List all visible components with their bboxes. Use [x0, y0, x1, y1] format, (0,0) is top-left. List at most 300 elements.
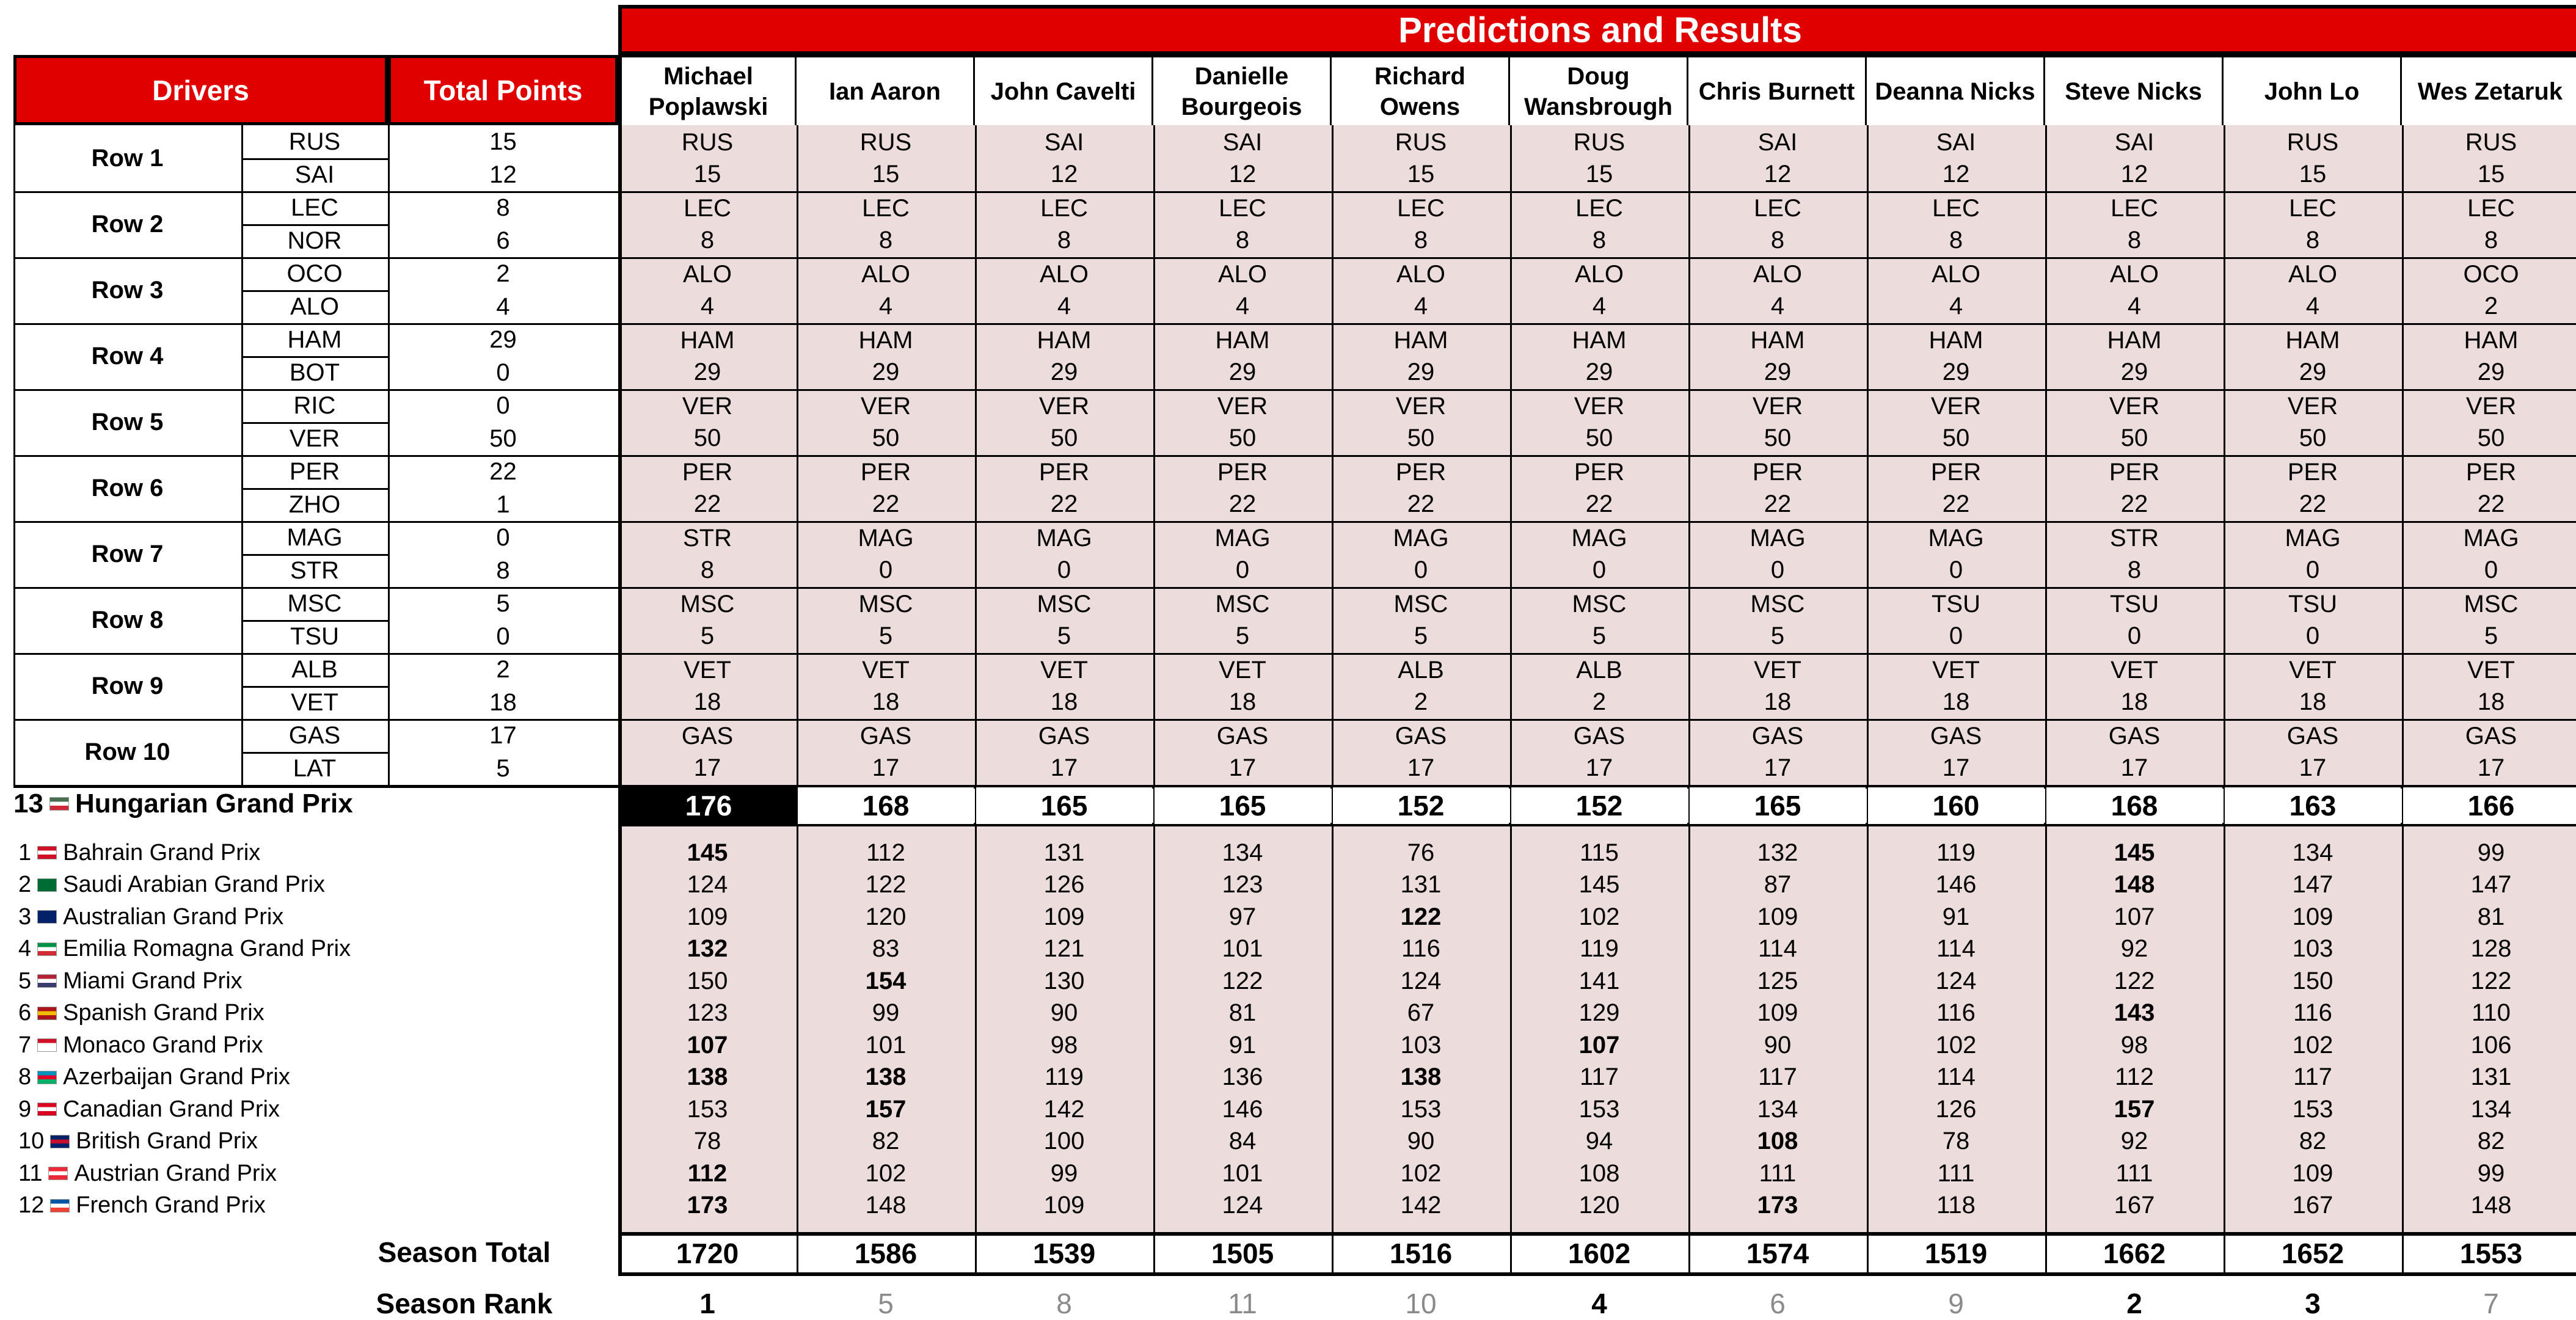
total-points-header: Total Points — [388, 55, 618, 125]
pick-points: 8 — [700, 556, 715, 583]
race-score: 107 — [687, 1031, 728, 1059]
player-header: John Lo — [2224, 55, 2402, 125]
race-score: 101 — [865, 1031, 907, 1059]
table-gridline — [13, 125, 15, 785]
driver-code: GAS — [288, 721, 341, 749]
row-mid-divider — [241, 686, 388, 688]
race-number: 2 — [18, 872, 32, 898]
player-header: Chris Burnett — [1688, 55, 1867, 125]
race-score: 82 — [2477, 1128, 2505, 1155]
row-label: Row 2 — [91, 210, 164, 238]
driver-points: 2 — [496, 655, 510, 683]
pick-driver: RUS — [1395, 128, 1447, 156]
pick-points: 50 — [2299, 424, 2327, 451]
race-score: 117 — [2293, 1063, 2332, 1091]
pick-driver: VET — [2467, 656, 2515, 684]
season-total-value: 1505 — [1211, 1238, 1274, 1269]
pick-driver: HAM — [2285, 326, 2340, 354]
driver-points: 2 — [496, 260, 510, 287]
pick-driver: VET — [2111, 656, 2158, 684]
pick-driver: LEC — [1219, 194, 1266, 222]
pick-driver: STR — [683, 524, 732, 552]
race-score: 109 — [687, 903, 728, 930]
flag-icon — [37, 910, 57, 924]
race-score: 76 — [1407, 839, 1435, 866]
race-score: 130 — [1043, 967, 1085, 994]
pick-driver: GAS — [1573, 722, 1626, 749]
race-score: 157 — [865, 1095, 907, 1123]
pick-points: 50 — [1585, 424, 1613, 451]
pick-points: 8 — [2305, 226, 2320, 253]
race-number: 4 — [18, 936, 32, 962]
pick-driver: LEC — [1397, 194, 1445, 222]
pick-driver: HAM — [680, 326, 735, 354]
pick-points: 8 — [1949, 226, 1963, 253]
race-score: 118 — [1936, 1192, 1976, 1219]
race-score: 98 — [2120, 1031, 2148, 1059]
pick-driver: LEC — [862, 194, 910, 222]
race-score: 153 — [1400, 1095, 1442, 1123]
pick-driver: VER — [2465, 392, 2517, 420]
race-score: 122 — [2114, 967, 2155, 994]
race-score: 122 — [1222, 967, 1263, 994]
pick-points: 50 — [1407, 424, 1435, 451]
pick-driver: VER — [1038, 392, 1090, 420]
race-score: 157 — [2114, 1095, 2155, 1123]
pick-points: 15 — [1407, 160, 1435, 188]
race-score: 124 — [1400, 967, 1442, 994]
pick-points: 29 — [872, 358, 900, 385]
race-number: 7 — [18, 1032, 32, 1058]
pick-driver: ALO — [861, 260, 911, 288]
driver-points: 8 — [496, 556, 510, 584]
pick-points: 4 — [878, 292, 893, 319]
race-score: 124 — [687, 871, 728, 899]
race-score: 121 — [1043, 935, 1085, 963]
current-race-score: 152 — [1333, 787, 1509, 824]
race-score: 92 — [2120, 935, 2148, 963]
race-score: 150 — [687, 967, 728, 994]
race-score: 100 — [1043, 1128, 1085, 1155]
driver-points: 8 — [496, 194, 510, 221]
race-label — [13, 1158, 277, 1190]
pick-points: 5 — [878, 622, 893, 649]
race-score: 147 — [2292, 871, 2333, 899]
pick-driver: SAI — [1222, 128, 1263, 156]
race-label — [13, 837, 260, 869]
race-name: Bahrain Grand Prix — [63, 839, 261, 866]
pick-points: 4 — [1235, 292, 1250, 319]
pick-driver: GAS — [1216, 722, 1269, 749]
pick-points: 4 — [1414, 292, 1428, 319]
race-score: 108 — [1757, 1128, 1798, 1155]
pick-points: 22 — [2299, 490, 2327, 517]
pick-driver: GAS — [1930, 722, 1982, 749]
driver-points: 0 — [496, 359, 510, 386]
pick-points: 50 — [1764, 424, 1792, 451]
row-label: Row 1 — [91, 144, 164, 172]
pick-driver: TSU — [1932, 590, 1980, 618]
pick-points: 22 — [1050, 490, 1078, 517]
race-score: 131 — [1400, 871, 1442, 899]
season-total-value: 1574 — [1746, 1238, 1809, 1269]
pick-driver: PER — [2109, 458, 2160, 486]
race-score: 102 — [2292, 1031, 2333, 1059]
pick-driver: MAG — [1214, 524, 1271, 552]
race-score: 146 — [1935, 871, 1977, 899]
pick-driver: ALO — [1396, 260, 1446, 288]
pick-driver: PER — [1930, 458, 1982, 486]
pick-driver: VET — [1219, 656, 1266, 684]
race-score: 126 — [1935, 1095, 1977, 1123]
pick-driver: ALB — [1576, 656, 1622, 684]
pick-driver: GAS — [1395, 722, 1447, 749]
driver-code: TSU — [290, 622, 339, 650]
season-total-label: Season Total — [378, 1236, 551, 1268]
driver-points: 22 — [489, 458, 517, 485]
race-score: 138 — [865, 1063, 907, 1091]
flag-icon — [37, 1038, 57, 1052]
row-mid-divider — [241, 752, 388, 754]
pick-points: 29 — [2120, 358, 2148, 385]
pick-driver: HAM — [858, 326, 913, 354]
race-score: 125 — [1757, 967, 1798, 994]
current-race-score: 166 — [2403, 787, 2576, 824]
race-score: 124 — [1935, 967, 1977, 994]
pick-points: 8 — [2484, 226, 2498, 253]
pick-driver: RUS — [681, 128, 734, 156]
row-label: Row 6 — [91, 474, 164, 501]
pick-driver: MSC — [858, 590, 913, 618]
race-score: 134 — [1222, 839, 1263, 866]
race-score: 131 — [1043, 839, 1085, 866]
pick-driver: PER — [1574, 458, 1625, 486]
driver-code: NOR — [287, 227, 342, 254]
season-rank-value: 10 — [1405, 1288, 1437, 1319]
driver-code: MAG — [286, 523, 343, 551]
race-score: 145 — [687, 839, 728, 866]
pick-points: 0 — [1949, 556, 1963, 583]
pick-driver: PER — [682, 458, 733, 486]
driver-code: RIC — [293, 392, 336, 419]
race-label — [13, 1126, 258, 1158]
pick-points: 15 — [2299, 160, 2327, 188]
race-score: 134 — [2470, 1095, 2512, 1123]
race-name: Australian Grand Prix — [63, 903, 284, 930]
player-header: John Cavelti — [975, 55, 1153, 125]
player-header: Wes Zetaruk — [2402, 55, 2576, 125]
race-score: 92 — [2120, 1128, 2148, 1155]
pick-driver: TSU — [2288, 590, 2337, 618]
driver-code: RUS — [288, 128, 341, 155]
season-rank-value: 11 — [1228, 1288, 1257, 1319]
pick-points: 17 — [2477, 754, 2505, 781]
race-score: 119 — [1936, 839, 1976, 866]
season-rank-label: Season Rank — [376, 1288, 553, 1319]
pick-points: 29 — [1585, 358, 1613, 385]
season-total-value: 1652 — [2281, 1238, 2344, 1269]
pick-points: 0 — [878, 556, 893, 583]
driver-points: 6 — [496, 227, 510, 254]
race-score: 90 — [1407, 1128, 1435, 1155]
season-total-value: 1516 — [1389, 1238, 1453, 1269]
race-score: 119 — [1580, 935, 1619, 963]
player-header: Ian Aaron — [797, 55, 975, 125]
pick-driver: LEC — [1575, 194, 1623, 222]
pick-points: 4 — [1949, 292, 1963, 319]
page-title: Predictions and Results — [618, 5, 2576, 55]
pick-points: 18 — [872, 688, 900, 715]
flag-icon — [37, 974, 57, 988]
pick-driver: LEC — [2289, 194, 2337, 222]
flag-icon — [37, 1103, 57, 1116]
race-score: 102 — [1400, 1159, 1442, 1187]
pick-driver: STR — [2110, 524, 2159, 552]
race-label — [13, 1190, 266, 1222]
pick-points: 8 — [2127, 226, 2142, 253]
season-rank-value: 4 — [1591, 1288, 1607, 1319]
race-name: Miami Grand Prix — [63, 968, 243, 994]
pick-points: 29 — [1228, 358, 1257, 385]
pick-driver: MSC — [1750, 590, 1805, 618]
current-race-score: 152 — [1511, 787, 1687, 824]
season-total-value: 1519 — [1924, 1238, 1988, 1269]
pick-points: 5 — [1770, 622, 1785, 649]
pick-driver: GAS — [2286, 722, 2339, 749]
pick-points: 18 — [1942, 688, 1970, 715]
pick-driver: ALO — [1217, 260, 1268, 288]
pick-points: 17 — [1585, 754, 1613, 781]
pick-driver: VET — [1754, 656, 1801, 684]
race-score: 117 — [1580, 1063, 1619, 1091]
pick-driver: ALB — [1398, 656, 1444, 684]
pick-driver: MAG — [1750, 524, 1806, 552]
pick-points: 0 — [1592, 556, 1607, 583]
row-mid-divider — [241, 158, 388, 160]
drivers-header: Drivers — [13, 55, 388, 125]
race-number: 9 — [18, 1096, 32, 1122]
pick-driver: VER — [1752, 392, 1803, 420]
pick-driver: HAM — [2464, 326, 2519, 354]
race-score: 173 — [1757, 1192, 1798, 1219]
player-header: Steve Nicks — [2045, 55, 2224, 125]
pick-points: 12 — [2120, 160, 2148, 188]
pick-driver: VER — [1395, 392, 1447, 420]
pick-driver: PER — [1217, 458, 1268, 486]
driver-code: ALO — [290, 293, 340, 320]
flag-icon — [49, 797, 69, 811]
race-score: 109 — [1043, 1192, 1085, 1219]
race-number: 11 — [18, 1160, 43, 1186]
race-score: 99 — [2477, 839, 2505, 866]
pick-points: 18 — [1050, 688, 1078, 715]
season-rank-value: 3 — [2305, 1288, 2321, 1319]
driver-code: BOT — [289, 359, 340, 386]
race-score: 114 — [1936, 935, 1976, 963]
driver-points: 5 — [496, 589, 510, 617]
pick-points: 50 — [1942, 424, 1970, 451]
driver-code: VER — [289, 425, 340, 452]
current-race-score: 165 — [976, 787, 1152, 824]
pick-points: 17 — [1942, 754, 1970, 781]
race-score: 116 — [1936, 999, 1976, 1027]
row-mid-divider — [241, 290, 388, 292]
flag-icon — [37, 1071, 57, 1084]
flag-icon — [48, 1167, 68, 1180]
driver-points: 17 — [489, 721, 517, 749]
driver-points: 4 — [496, 293, 510, 320]
pick-points: 17 — [1407, 754, 1435, 781]
pick-points: 50 — [872, 424, 900, 451]
race-score: 109 — [1043, 903, 1085, 930]
pick-driver: HAM — [1215, 326, 1270, 354]
race-score: 134 — [2292, 839, 2333, 866]
race-name: Canadian Grand Prix — [63, 1096, 280, 1122]
flag-icon — [37, 1007, 57, 1020]
pick-driver: VER — [1930, 392, 1982, 420]
race-number: 13 — [13, 789, 43, 819]
race-score: 98 — [1050, 1031, 1078, 1059]
pick-driver: MSC — [1037, 590, 1092, 618]
race-score: 141 — [1578, 967, 1620, 994]
pick-points: 0 — [1235, 556, 1250, 583]
pick-points: 12 — [1942, 160, 1970, 188]
pick-driver: MAG — [1036, 524, 1092, 552]
race-score: 146 — [1222, 1095, 1263, 1123]
race-score: 99 — [2477, 1159, 2505, 1187]
race-name: French Grand Prix — [76, 1192, 266, 1219]
driver-code: MSC — [287, 589, 342, 617]
race-score: 131 — [2470, 1063, 2512, 1091]
race-label — [13, 997, 265, 1030]
pick-points: 29 — [693, 358, 721, 385]
pick-points: 4 — [2127, 292, 2142, 319]
race-score: 109 — [1757, 999, 1798, 1027]
driver-points: 5 — [496, 754, 510, 782]
driver-points: 0 — [496, 622, 510, 650]
season-total-value: 1586 — [854, 1238, 918, 1269]
race-score: 101 — [1222, 935, 1263, 963]
pick-points: 4 — [1057, 292, 1071, 319]
season-total-value: 1602 — [1567, 1238, 1631, 1269]
pick-driver: MSC — [2464, 590, 2519, 618]
row-mid-divider — [241, 488, 388, 490]
race-score: 114 — [1936, 1063, 1976, 1091]
race-score: 102 — [1935, 1031, 1977, 1059]
driver-code: OCO — [286, 260, 343, 287]
pick-driver: VET — [1040, 656, 1088, 684]
row-label: Row 10 — [84, 738, 170, 765]
race-score: 110 — [2472, 999, 2511, 1027]
current-race-label — [13, 785, 353, 823]
race-label — [13, 965, 243, 997]
pick-driver: HAM — [1037, 326, 1092, 354]
race-score: 81 — [1228, 999, 1257, 1027]
season-rank-value: 5 — [878, 1288, 894, 1319]
row-label: Row 3 — [91, 276, 164, 304]
pick-points: 50 — [693, 424, 721, 451]
row-mid-divider — [241, 554, 388, 556]
race-score: 136 — [1222, 1063, 1263, 1091]
pick-points: 0 — [2305, 622, 2320, 649]
season-total-value: 1539 — [1032, 1238, 1096, 1269]
pick-driver: GAS — [1751, 722, 1804, 749]
race-number: 8 — [18, 1064, 32, 1090]
race-score: 116 — [1401, 935, 1440, 963]
race-score: 82 — [2299, 1128, 2327, 1155]
pick-points: 5 — [1414, 622, 1428, 649]
pick-driver: MAG — [1393, 524, 1449, 552]
race-score: 94 — [1585, 1128, 1613, 1155]
race-label — [13, 1062, 290, 1094]
pick-points: 0 — [1949, 622, 1963, 649]
pick-points: 18 — [2477, 688, 2505, 715]
current-race-score: 165 — [1155, 787, 1330, 824]
race-score: 145 — [1578, 871, 1620, 899]
race-score: 103 — [1400, 1031, 1442, 1059]
pick-points: 22 — [693, 490, 721, 517]
pick-driver: MAG — [1928, 524, 1984, 552]
pick-driver: VER — [860, 392, 911, 420]
row-label: Row 8 — [91, 606, 164, 633]
race-score: 123 — [1222, 871, 1263, 899]
pick-driver: MSC — [680, 590, 735, 618]
pick-points: 5 — [2484, 622, 2498, 649]
pick-points: 5 — [1592, 622, 1607, 649]
pick-driver: ALO — [682, 260, 732, 288]
pick-points: 8 — [1414, 226, 1428, 253]
driver-code: STR — [290, 556, 339, 584]
pick-driver: OCO — [2463, 260, 2519, 288]
pick-points: 12 — [1050, 160, 1078, 188]
pick-driver: ALO — [1753, 260, 1803, 288]
pick-driver: PER — [1752, 458, 1803, 486]
flag-icon — [50, 1135, 70, 1148]
pick-points: 8 — [700, 226, 715, 253]
pick-points: 22 — [2120, 490, 2148, 517]
row-mid-divider — [241, 620, 388, 622]
pick-driver: VER — [2287, 392, 2338, 420]
race-score: 153 — [2292, 1095, 2333, 1123]
race-name: Monaco Grand Prix — [63, 1032, 263, 1058]
current-race-score: 165 — [1690, 787, 1866, 824]
pick-points: 0 — [1770, 556, 1785, 583]
race-name: British Grand Prix — [76, 1128, 258, 1154]
race-score: 112 — [866, 839, 905, 866]
season-rank-value: 8 — [1056, 1288, 1072, 1319]
pick-points: 29 — [1050, 358, 1078, 385]
race-score: 122 — [1400, 903, 1442, 930]
race-score: 99 — [872, 999, 900, 1027]
pick-driver: RUS — [859, 128, 912, 156]
pick-driver: LEC — [684, 194, 731, 222]
pick-points: 50 — [2120, 424, 2148, 451]
pick-points: 17 — [2120, 754, 2148, 781]
pick-driver: VER — [1217, 392, 1268, 420]
race-score: 150 — [2292, 967, 2333, 994]
race-score: 111 — [2115, 1159, 2153, 1187]
player-header: Michael Poplawski — [618, 55, 797, 125]
driver-code: PER — [289, 458, 340, 485]
pick-points: 22 — [1764, 490, 1792, 517]
race-label — [13, 901, 283, 933]
pick-points: 5 — [1235, 622, 1250, 649]
pick-points: 5 — [1057, 622, 1071, 649]
pick-driver: ALO — [1039, 260, 1089, 288]
race-number: 12 — [18, 1192, 45, 1219]
pick-driver: PER — [2287, 458, 2338, 486]
pick-driver: PER — [1395, 458, 1447, 486]
